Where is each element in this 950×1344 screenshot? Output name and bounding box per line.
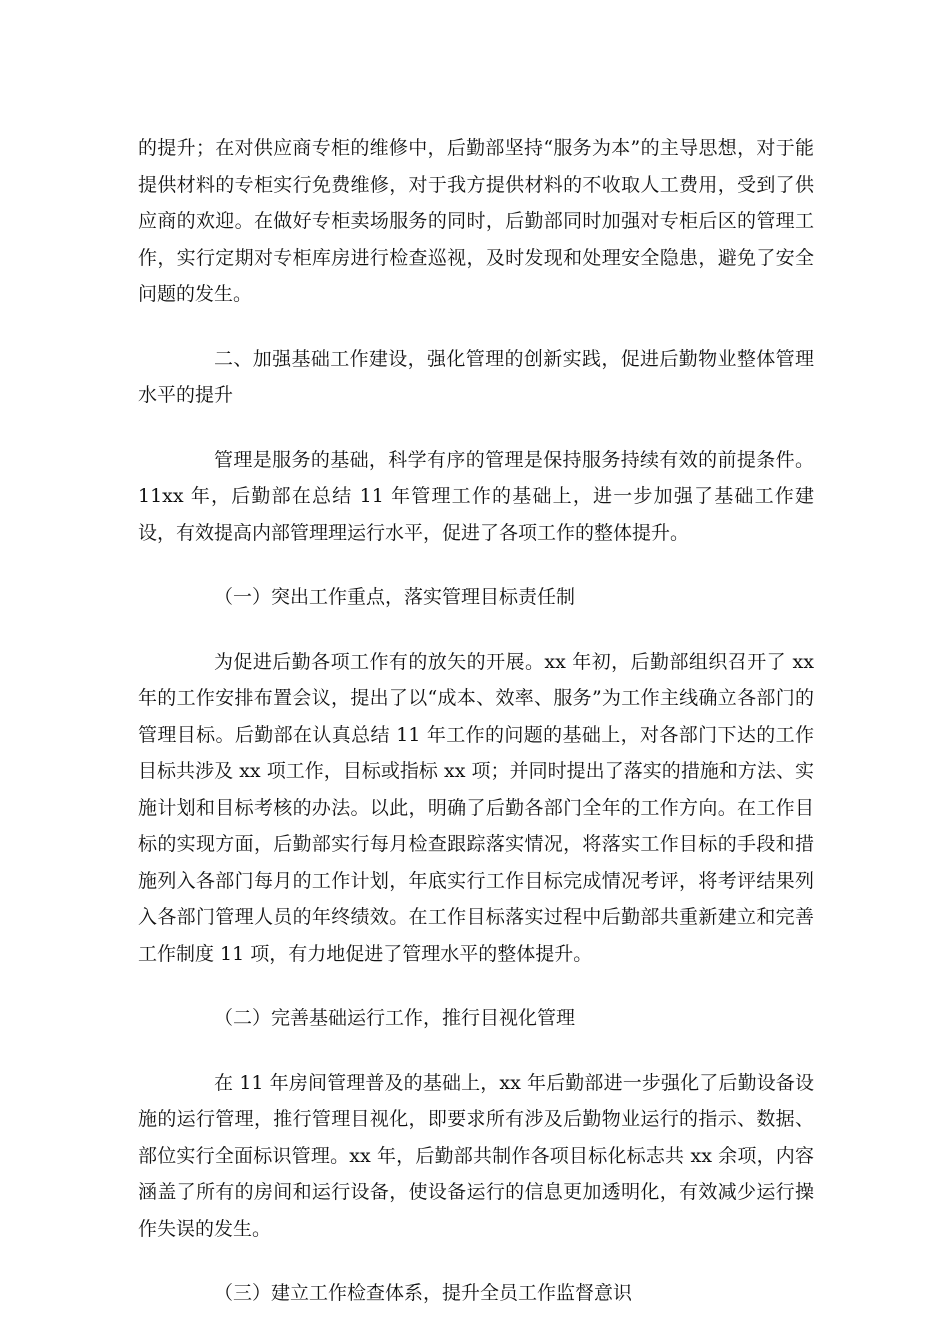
subheading-3: （三）建立工作检查体系，提升全员工作监督意识 [214, 1282, 633, 1304]
subheading-2: （二）完善基础运行工作，推行目视化管理 [214, 1007, 576, 1029]
subheading-1: （一）突出工作重点，落实管理目标责任制 [214, 586, 576, 608]
document-body [138, 130, 814, 1340]
paragraph-continuation: 的提升；在对供应商专柜的维修中，后勤部坚持“服务为本”的主导思想，对于能提供材料的专柜实行免费维修，对于我方提供材料的不收取人工费用，受到了供应商的欢迎。在做好专柜卖场服务的同时，后勤部同时加强对专柜后区的管理工作，实行定期对专柜库房进行检查巡视，及时发现和处理安全隐患，避免了安全问题的发生。 [138, 137, 814, 305]
paragraph-management-basis: 管理是服务的基础，科学有序的管理是保持服务持续有效的前提条件。11xx 年，后勤部在总结 11 年管理工作的基础上，进一步加强了基础工作建设，有效提高内部管理理运行水平，促进了各项工作的整体提升。 [138, 448, 814, 544]
paragraph-targets: 为促进后勤各项工作有的放矢的开展。xx 年初，后勤部组织召开了 xx 年的工作安排布置会议，提出了以“成本、效率、服务”为工作主线确立各部门的管理目标。后勤部在认真总结 11 年工作的问题的基础上，对各部门下达的工作目标共涉及 xx 项工作，目标或指标 xx 项；并同时提出了落实的措施和方法、实施计划和目标考核的办法。以此，明确了后勤各部门全年的工作方向。在工作目标的实现方面，后勤部实行每月检查跟踪落实情况，将落实工作目标的手段和措施列入各部门每月的工作计划，年底实行工作目标完成情况考评，将考评结果列入各部门管理人员的年终绩效。在工作目标落实过程中后勤部共重新建立和完善工作制度 11 项，有力地促进了管理水平的整体提升。 [138, 650, 814, 965]
section-heading-2: 二、加强基础工作建设，强化管理的创新实践，促进后勤物业整体管理水平的提升 [138, 347, 814, 406]
paragraph-visual-management: 在 11 年房间管理普及的基础上，xx 年后勤部进一步强化了后勤设备设施的运行管理，推行管理目视化，即要求所有涉及后勤物业运行的指示、数据、部位实行全面标识管理。xx 年，后勤部共制作各项目标化标志共 xx 余项，内容涵盖了所有的房间和运行设备，使设备运行的信息更加透明化，有效减少运行操作失误的发生。 [138, 1071, 814, 1240]
